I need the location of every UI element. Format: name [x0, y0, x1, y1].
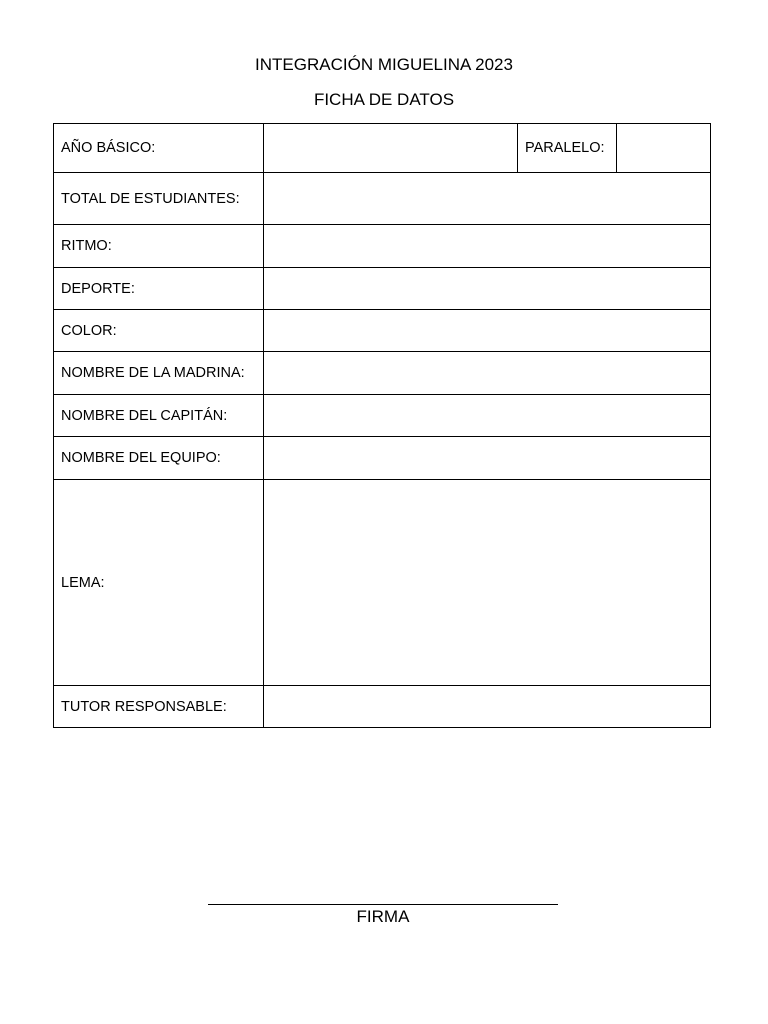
color-field[interactable]	[264, 310, 711, 352]
paralelo-label: PARALELO:	[518, 124, 617, 173]
document-title: INTEGRACIÓN MIGUELINA 2023	[255, 55, 513, 74]
ritmo-label: RITMO:	[54, 225, 264, 268]
tutor-responsable-label: TUTOR RESPONSABLE:	[54, 686, 264, 728]
total-estudiantes-field[interactable]	[264, 173, 711, 225]
ano-basico-label: AÑO BÁSICO:	[54, 124, 264, 173]
nombre-equipo-field[interactable]	[264, 437, 711, 480]
nombre-madrina-label: NOMBRE DE LA MADRINA:	[54, 352, 264, 395]
signature-line	[208, 904, 558, 905]
row-ano-basico	[54, 124, 711, 173]
ritmo-field[interactable]	[264, 225, 711, 268]
row-ritmo	[54, 225, 711, 268]
lema-field[interactable]	[264, 480, 711, 686]
total-estudiantes-label: TOTAL DE ESTUDIANTES:	[54, 173, 264, 225]
row-lema	[54, 480, 711, 686]
nombre-equipo-label: NOMBRE DEL EQUIPO:	[54, 437, 264, 480]
row-total-estudiantes	[54, 173, 711, 225]
row-nombre-madrina	[54, 352, 711, 395]
deporte-label: DEPORTE:	[54, 268, 264, 310]
nombre-capitan-label: NOMBRE DEL CAPITÁN:	[54, 395, 264, 437]
data-form-table	[53, 123, 711, 728]
row-deporte	[54, 268, 711, 310]
nombre-capitan-field[interactable]	[264, 395, 711, 437]
lema-label: LEMA:	[54, 480, 264, 686]
row-tutor-responsable	[54, 686, 711, 728]
row-nombre-equipo	[54, 437, 711, 480]
signature-label: FIRMA	[356, 907, 410, 926]
ano-basico-field[interactable]	[264, 124, 518, 173]
row-color	[54, 310, 711, 352]
document-subtitle: FICHA DE DATOS	[313, 90, 455, 109]
color-label: COLOR:	[54, 310, 264, 352]
paralelo-field[interactable]	[617, 124, 711, 173]
tutor-responsable-field[interactable]	[264, 686, 711, 728]
row-nombre-capitan	[54, 395, 711, 437]
deporte-field[interactable]	[264, 268, 711, 310]
nombre-madrina-field[interactable]	[264, 352, 711, 395]
